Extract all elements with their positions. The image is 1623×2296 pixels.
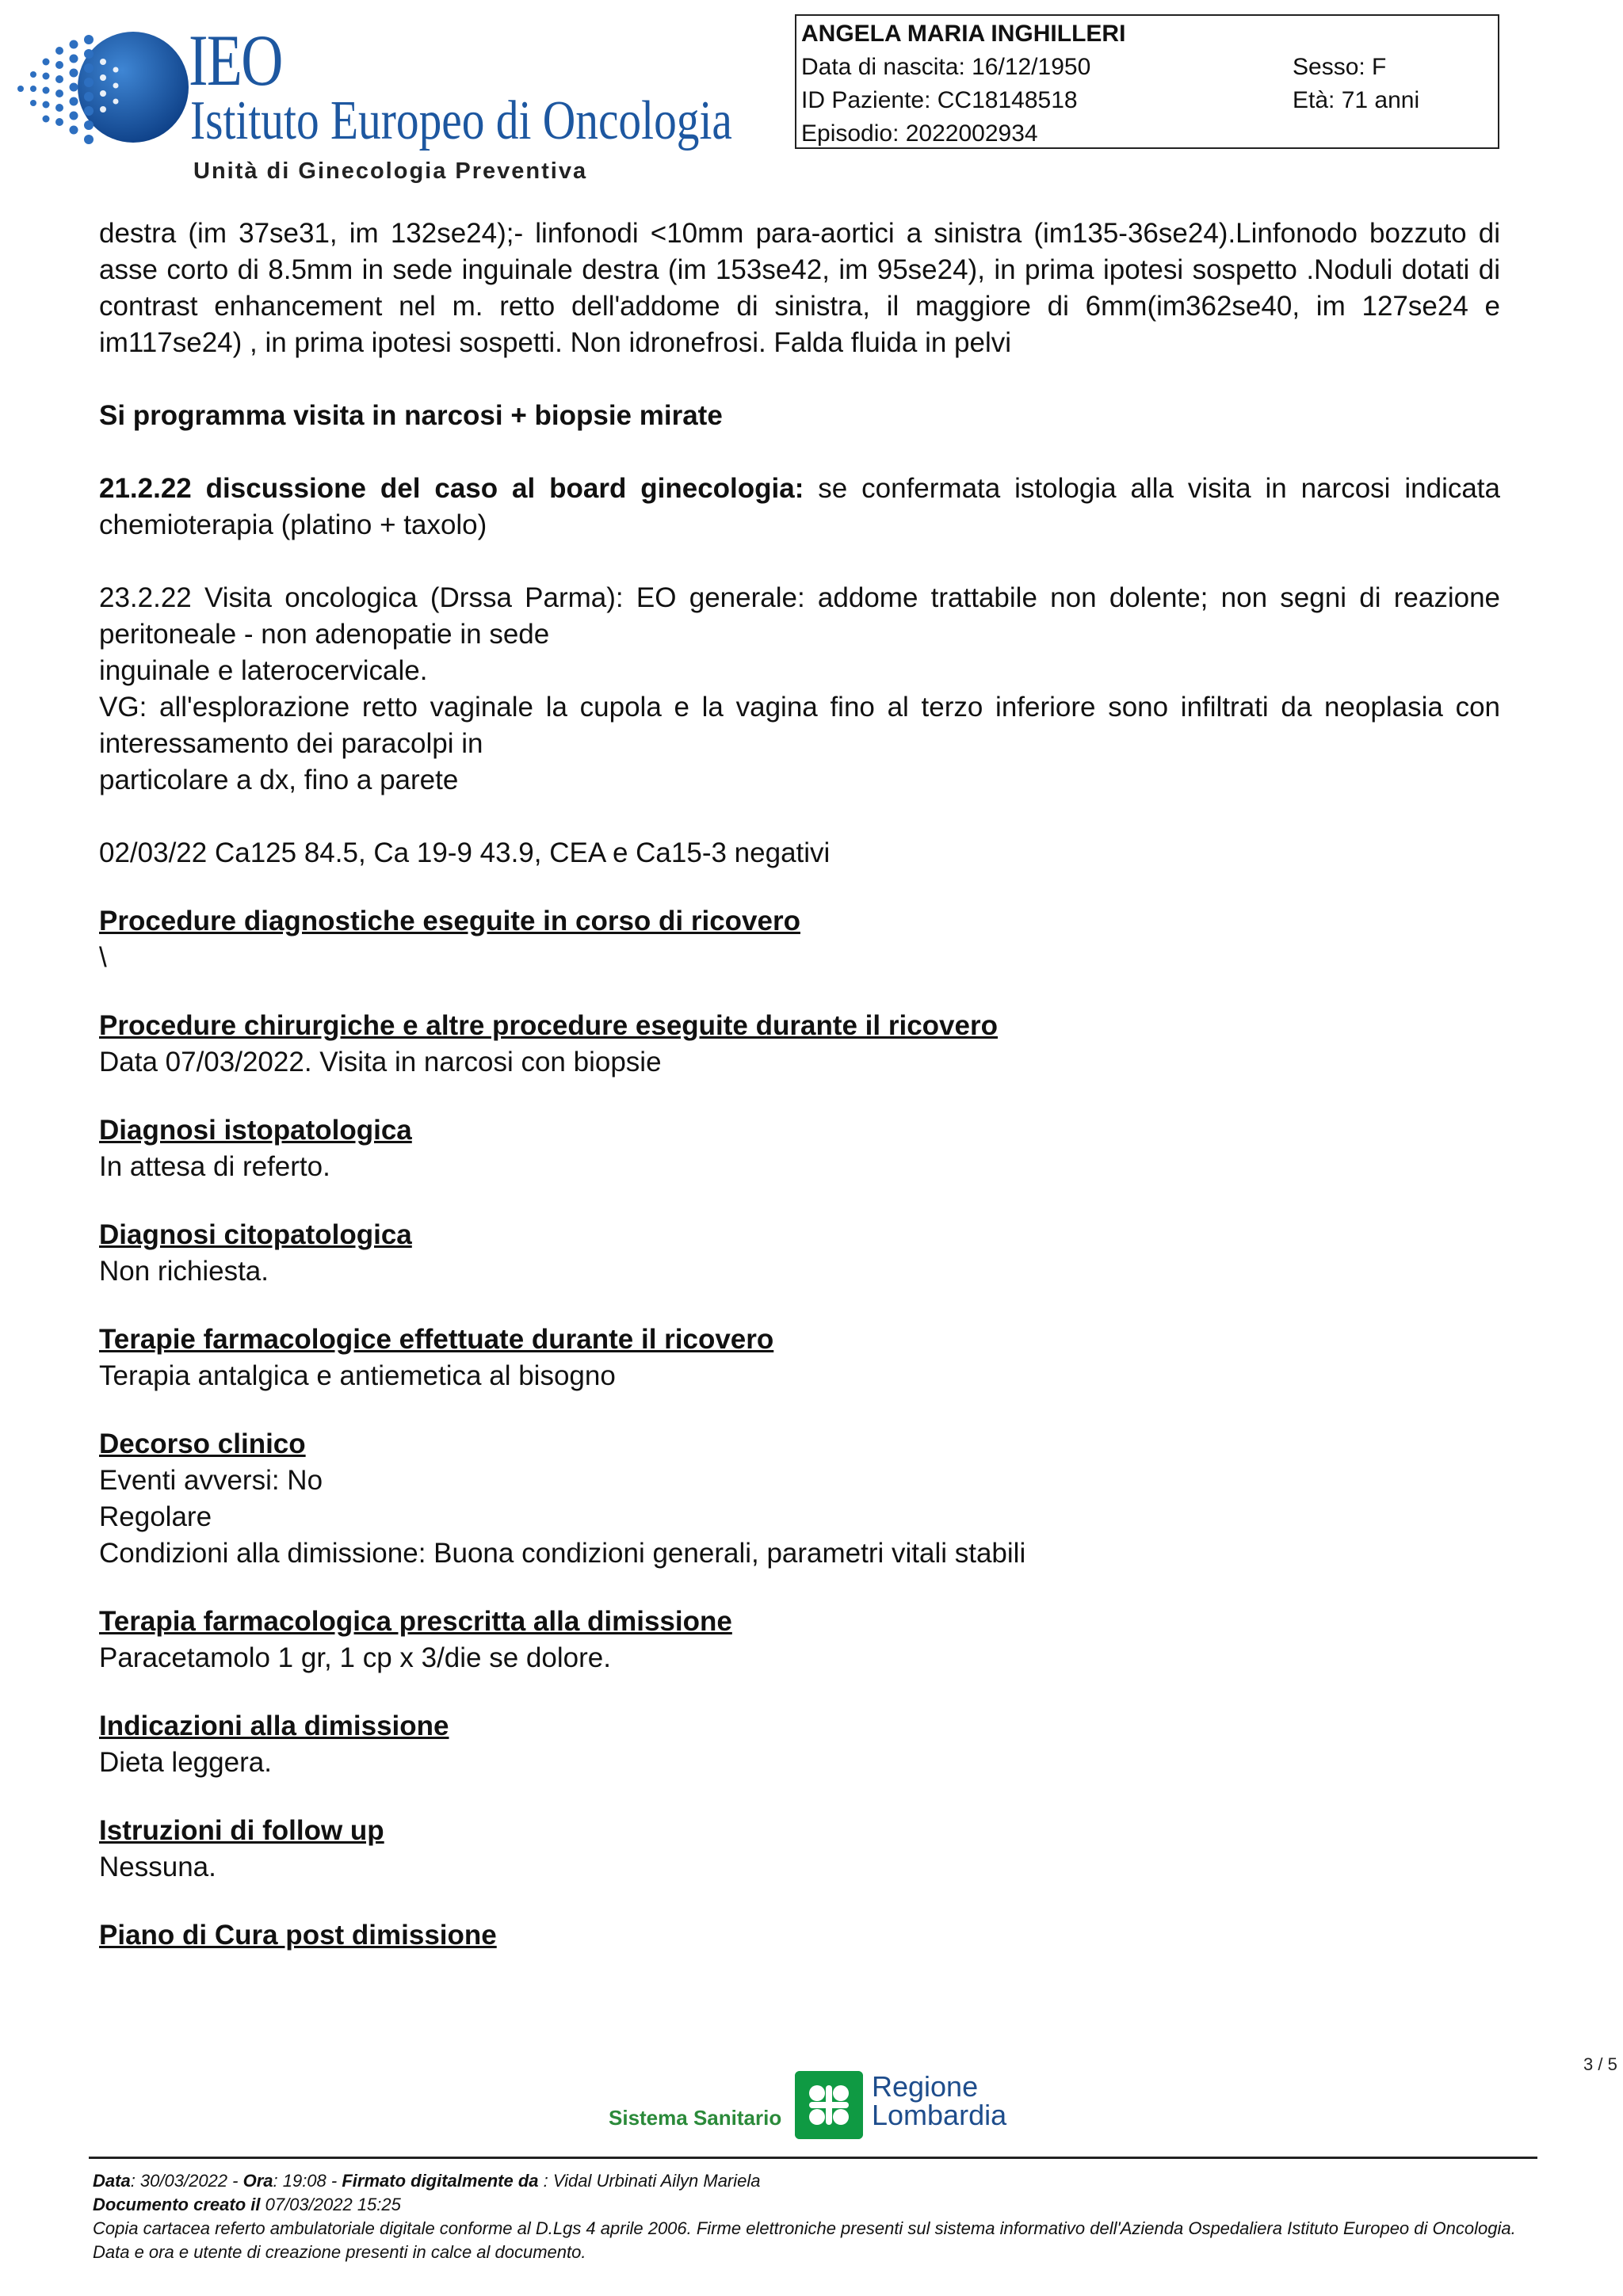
section-line: Regolare [99,1501,212,1532]
patient-info-box [795,14,1499,149]
regione-lombardia-label [872,2070,1007,2131]
section-heading: Piano di Cura post dimissione [99,1920,497,1951]
section-line: Non richiesta. [99,1256,269,1287]
section-heading: Procedure chirurgiche e altre procedure eseguite durante il ricovero [99,1010,998,1041]
section-line: Paracetamolo 1 gr, 1 cp x 3/die se dolore. [99,1642,611,1673]
patient-age: Età: 71 anni [1293,87,1420,113]
section-line: Nessuna. [99,1852,216,1882]
date-value: : 30/03/2022 - [130,2171,243,2191]
patient-birth-date: Data di nascita: 16/12/1950 [801,54,1091,80]
created-label: Documento creato il [93,2195,261,2214]
section-heading: Indicazioni alla dimissione [99,1711,449,1741]
section-heading: Diagnosi istopatologica [99,1115,412,1146]
logo-abbreviation: IEO [189,20,282,101]
ct-report-paragraph: destra (im 37se31, im 132se24);- linfonodi <10mm para-aortici a sinistra (im135-36se24).Linfonodo bozzuto di asse corto di 8.5mm in sede inguinale destra (im 153se42, im 95se24), in prima ipotesi sospetto .Noduli dotati di contrast enhancement nel m. retto dell'addome di sinistra, il maggiore di 6mm(im362se40, im 127se24 e im117se24) , in prima ipotesi sospetti. Non idronefrosi. Falda fluida in pelvi [99,218,1500,358]
page-number: 3 / 5 [1583,2054,1617,2074]
section-heading: Procedure diagnostiche eseguite in corso di ricovero [99,906,800,936]
document-body [99,215,1500,1954]
patient-episode: Episodio: 2022002934 [801,120,1038,147]
section-line: In attesa di referto. [99,1151,330,1182]
regione-label: Regione [872,2070,979,2103]
created-line [93,2193,1519,2217]
section-surgical-procedures [99,1008,1500,1081]
board-discussion-label: 21.2.22 discussione del caso al board ginecologia: [99,473,804,504]
section-line: Condizioni alla dimissione: Buona condizioni generali, parametri vitali stabili [99,1538,1026,1569]
section-clinical-course [99,1426,1500,1572]
signed-by-value: : Vidal Urbinati Ailyn Mariela [538,2171,761,2191]
patient-id: ID Paziente: CC18148518 [801,87,1078,113]
oncology-visit-line: particolare a dx, fino a parete [99,765,459,795]
section-line: Eventi avversi: No [99,1465,323,1496]
section-line: Terapia antalgica e antiemetica al bisogno [99,1360,616,1391]
created-value: 07/03/2022 15:25 [260,2195,401,2214]
section-heading: Decorso clinico [99,1428,306,1459]
footer-divider [89,2157,1537,2159]
ieo-logo-icon [14,30,189,149]
section-histopathology [99,1112,1500,1185]
disclaimer-text: Copia cartacea referto ambulatoriale digitale conforme al D.Lgs 4 aprile 2006. Firme elettroniche presenti sul sistema informativo dell'Azienda Ospedaliera Istituto Europeo di Oncologia. Data e ora e utente di creazione presenti in calce al documento. [93,2218,1516,2262]
patient-name: ANGELA MARIA INGHILLERI [801,21,1126,47]
section-diagnostic-procedures [99,903,1500,976]
oncology-visit-line: inguinale e laterocervicale. [99,655,428,686]
section-line: Dieta leggera. [99,1747,272,1778]
time-label: Ora [242,2171,273,2191]
date-label: Data [93,2171,131,2191]
logo-institute-name: Istituto Europeo di Oncologia [190,90,732,151]
signature-line [93,2169,1519,2193]
time-value: : 19:08 - [273,2171,342,2191]
plan-paragraph: Si programma visita in narcosi + biopsie mirate [99,400,723,431]
section-line: \ [99,942,107,973]
section-inpatient-therapy [99,1322,1500,1394]
section-heading: Terapia farmacologica prescritta alla dimissione [99,1606,732,1637]
section-discharge-indications [99,1708,1500,1781]
section-heading: Istruzioni di follow up [99,1815,384,1846]
section-line: Data 07/03/2022. Visita in narcosi con biopsie [99,1047,662,1077]
oncology-visit-line: 23.2.22 Visita oncologica (Drssa Parma): EO generale: addome trattabile non dolente; non segni di reazione peritoneale - non adenopatie in sede [99,582,1500,650]
board-discussion-text: se confermata istologia alla visita in narcosi indicata chemioterapia (platino + taxolo) [99,473,1500,540]
tumor-markers-paragraph: 02/03/22 Ca125 84.5, Ca 19-9 43.9, CEA e Ca15-3 negativi [99,837,831,868]
sistema-sanitario-label: Sistema Sanitario [609,2106,782,2130]
section-discharge-therapy [99,1604,1500,1676]
patient-sex: Sesso: F [1293,54,1387,80]
oncology-visit-line: VG: all'esplorazione retto vaginale la cupola e la vagina fino al terzo inferiore sono infiltrati da neoplasia con interessamento dei paracolpi in [99,692,1500,759]
footer-signature-block [93,2169,1519,2264]
regione-lombardia-icon [795,2071,863,2139]
section-care-plan [99,1917,1500,1954]
signed-by-label: Firmato digitalmente da [342,2171,539,2191]
board-discussion-paragraph [99,471,1500,543]
section-heading: Terapie farmacologice effettuate durante il ricovero [99,1324,774,1355]
section-heading: Diagnosi citopatologica [99,1219,412,1250]
oncology-visit-paragraph [99,580,1500,799]
regione-lombardia-logo [609,2069,1021,2141]
lombardia-label: Lombardia [872,2099,1007,2131]
logo-unit-name: Unità di Ginecologia Preventiva [193,158,588,184]
section-follow-up [99,1813,1500,1886]
section-cytopathology [99,1217,1500,1290]
